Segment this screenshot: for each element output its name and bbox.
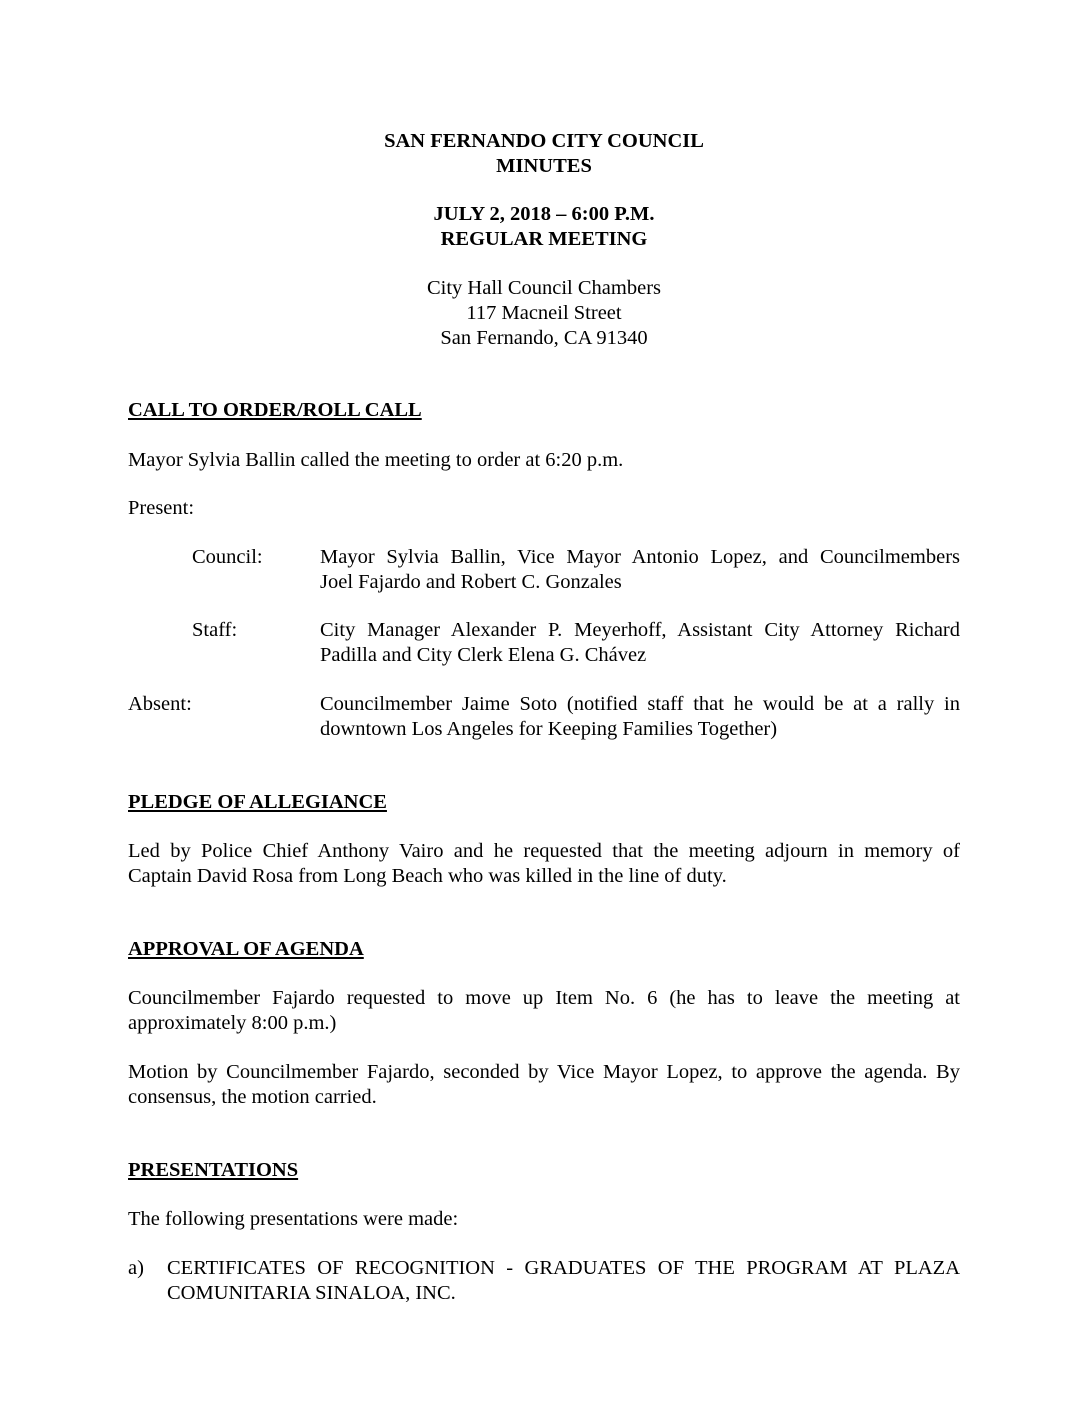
title-line-council: SAN FERNANDO CITY COUNCIL	[384, 130, 704, 152]
council-members	[320, 545, 960, 595]
pledge-line1: Led by Police Chief Anthony Vairo and he requested that the meeting adjourn in memory of	[128, 840, 960, 862]
title-line-minutes: MINUTES	[496, 155, 592, 177]
agenda-motion-line1: Motion by Councilmember Fajardo, seconded by Vice Mayor Lopez, to approve the agenda. By	[128, 1061, 960, 1083]
council-members-line1: Mayor Sylvia Ballin, Vice Mayor Antonio Lopez, and Councilmembers	[320, 546, 960, 568]
location-street: 117 Macneil Street	[466, 302, 622, 324]
agenda-request-line1: Councilmember Fajardo requested to move up Item No. 6 (he has to leave the meeting at	[128, 987, 960, 1009]
pledge-line2: Captain David Rosa from Long Beach who was killed in the line of duty.	[128, 865, 727, 887]
heading-approval-of-agenda: APPROVAL OF AGENDA	[128, 938, 364, 960]
agenda-request	[128, 986, 960, 1036]
presentations-intro: The following presentations were made:	[128, 1208, 459, 1230]
council-members-line2: Joel Fajardo and Robert C. Gonzales	[320, 571, 622, 593]
pledge-text	[128, 839, 960, 889]
item-a-line2: COMUNITARIA SINALOA, INC.	[167, 1282, 456, 1304]
heading-presentations: PRESENTATIONS	[128, 1159, 299, 1181]
absent-label: Absent:	[128, 693, 192, 715]
staff-members-line2: Padilla and City Clerk Elena G. Chávez	[320, 644, 647, 666]
location-venue: City Hall Council Chambers	[426, 277, 662, 299]
absent-members-line2: downtown Los Angeles for Keeping Families Together)	[320, 718, 778, 740]
agenda-request-line2: approximately 8:00 p.m.)	[128, 1012, 337, 1034]
present-label: Present:	[128, 497, 195, 519]
agenda-motion	[128, 1060, 960, 1110]
item-a-line1: CERTIFICATES OF RECOGNITION - GRADUATES OF THE PROGRAM AT PLAZA	[167, 1257, 960, 1279]
location-city: San Fernando, CA 91340	[440, 327, 648, 349]
staff-members	[320, 618, 960, 668]
item-a-marker: a)	[128, 1257, 144, 1279]
heading-pledge: PLEDGE OF ALLEGIANCE	[128, 791, 387, 813]
meeting-date: JULY 2, 2018 – 6:00 P.M.	[433, 203, 655, 225]
staff-label: Staff:	[192, 619, 238, 641]
meeting-date-block	[0, 202, 1088, 252]
heading-call-to-order: CALL TO ORDER/ROLL CALL	[128, 399, 422, 421]
absent-members	[320, 692, 960, 742]
council-label: Council:	[192, 546, 263, 568]
staff-members-line1: City Manager Alexander P. Meyerhoff, Assistant City Attorney Richard	[320, 619, 960, 641]
item-a-text	[167, 1256, 960, 1306]
call-to-order-statement: Mayor Sylvia Ballin called the meeting to order at 6:20 p.m.	[128, 449, 624, 471]
document-title	[0, 129, 1088, 179]
meeting-type: REGULAR MEETING	[440, 228, 648, 250]
absent-members-line1: Councilmember Jaime Soto (notified staff that he would be at a rally in	[320, 693, 960, 715]
agenda-motion-line2: consensus, the motion carried.	[128, 1086, 377, 1108]
meeting-location	[0, 276, 1088, 351]
